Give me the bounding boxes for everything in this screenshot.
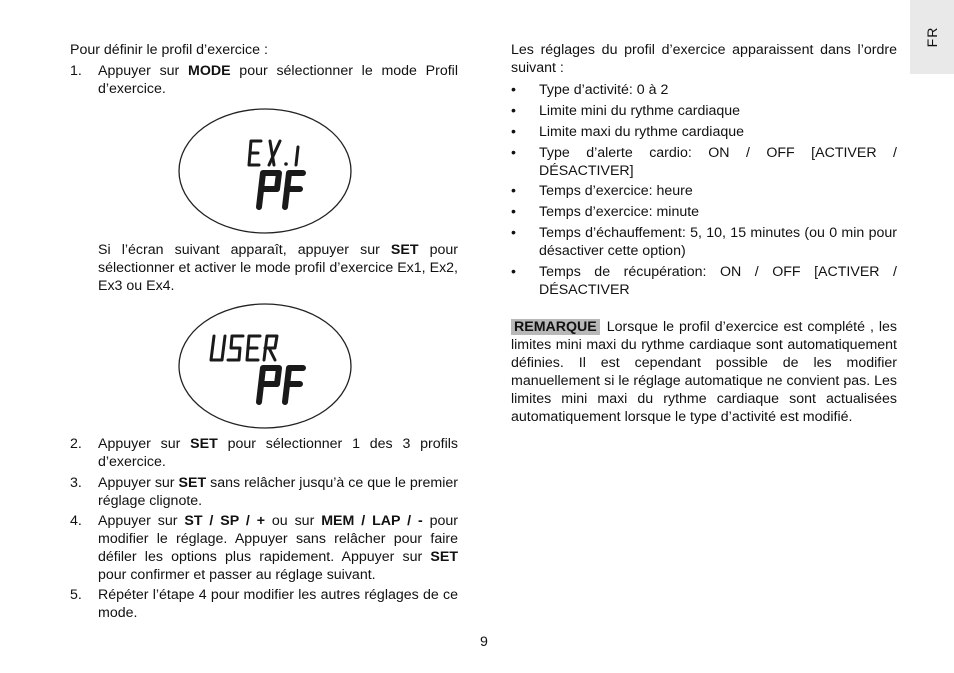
- step-3-text: [98, 474, 458, 510]
- step-3: [70, 474, 458, 510]
- step-4-key-plus: ST / SP / +: [184, 513, 265, 529]
- step-1-text-a: Appuyer sur: [98, 63, 189, 79]
- lcd-top-text-user: [211, 336, 277, 360]
- bullet: •: [511, 183, 516, 199]
- step-4-text-a: Appuyer sur: [98, 513, 185, 529]
- step-4-number: 4.: [70, 513, 82, 529]
- step-2-number: 2.: [70, 436, 82, 452]
- step-2-key: SET: [190, 436, 218, 452]
- bullet: •: [511, 124, 516, 140]
- language-tab-label: FR: [924, 26, 940, 48]
- lcd-bottom-text-pf2: [259, 368, 303, 402]
- step-1-key: MODE: [188, 63, 231, 79]
- step-3-text-c: sans relâcher jusqu’à ce que le premier réglage clignote.: [98, 475, 458, 509]
- step-3-number: 3.: [70, 475, 82, 491]
- step-1-number: 1.: [70, 63, 82, 79]
- list-item-text: Type d’alerte cardio: ON / OFF [ACTIVER / DÉSACTIVER]: [539, 145, 897, 179]
- left-intro: Pour définir le profil d’exercice :: [70, 42, 268, 58]
- step-4-text-e: pour modifier le réglage. Appuyer sans relâcher pour faire défiler les options plus rapidement. Appuyer sur: [98, 513, 458, 565]
- step-3-key: SET: [178, 475, 207, 491]
- list-item-text: Type d’activité: 0 à 2: [539, 82, 669, 98]
- lcd-display-ex1: [177, 107, 353, 235]
- screen-note-a: Si l’écran suivant apparaît, appuyer sur: [98, 242, 391, 258]
- list-item-text: Limite maxi du rythme cardiaque: [539, 124, 745, 140]
- bullet: •: [511, 82, 516, 98]
- step-4: [70, 512, 458, 584]
- screen-note-c: pour sélectionner et activer le mode profil d’exercice Ex1, Ex2, Ex3 ou Ex4.: [98, 242, 458, 294]
- list-item-text: Temps d’exercice: minute: [539, 204, 700, 220]
- remarque-text: Lorsque le profil d’exercice est complété , les limites mini maxi du rythme cardiaque sont automatiquement définies. Il est cependant possible de les modifier manuellement si le réglage automatique ne convient pas. Les limites mini maxi du rythme cardiaque sont actualisées automatiquement lorsque le type d’activité est modifié.: [511, 319, 897, 425]
- remarque-label: REMARQUE: [511, 319, 600, 335]
- step-4-text-g: pour confirmer et passer au réglage suivant.: [98, 567, 376, 583]
- step-2-text-a: Appuyer sur: [98, 436, 191, 452]
- step-1-text: [98, 62, 458, 98]
- step-3-text-a: Appuyer sur: [98, 475, 179, 491]
- step-1: [70, 62, 458, 98]
- list-item-text: Temps d’exercice: heure: [539, 183, 693, 199]
- step-5-text: Répéter l’étape 4 pour modifier les autres réglages de ce mode.: [98, 587, 458, 621]
- step-4-key-set: SET: [430, 549, 458, 565]
- step-1-text-c: pour sélectionner le mode Profil d’exercice.: [98, 63, 458, 97]
- screen-note: [98, 241, 458, 295]
- step-4-text-c: ou sur: [264, 513, 322, 529]
- step-4-key-minus: MEM / LAP / -: [321, 513, 423, 529]
- remarque-note: [511, 318, 897, 426]
- bullet: •: [511, 225, 516, 241]
- lcd-top-text-ex1: [249, 141, 298, 166]
- list-item-text: Temps d’échauffement: 5, 10, 15 minutes (ou 0 min pour désactiver cette option): [539, 225, 897, 259]
- language-tab: [910, 0, 954, 74]
- bullet: •: [511, 204, 516, 220]
- bullet: •: [511, 264, 516, 280]
- step-2: [70, 435, 458, 471]
- step-4-text: [98, 512, 458, 584]
- screen-note-key: SET: [390, 242, 419, 258]
- page-number: 9: [480, 634, 488, 650]
- step-5-number: 5.: [70, 587, 82, 603]
- bullet: •: [511, 103, 516, 119]
- lcd-bottom-text-pf1: [259, 173, 303, 207]
- list-item-text: Limite mini du rythme cardiaque: [539, 103, 741, 119]
- lcd-display-user: [177, 302, 353, 430]
- right-intro: Les réglages du profil d’exercice apparaissent dans l’ordre suivant :: [511, 42, 897, 76]
- step-2-text-c: pour sélectionner 1 des 3 profils d’exercice.: [98, 436, 459, 470]
- bullet: •: [511, 145, 516, 161]
- step-2-text: [98, 435, 458, 471]
- step-5: [70, 586, 458, 622]
- list-item-text: Temps de récupération: ON / OFF [ACTIVER / DÉSACTIVER: [539, 264, 897, 298]
